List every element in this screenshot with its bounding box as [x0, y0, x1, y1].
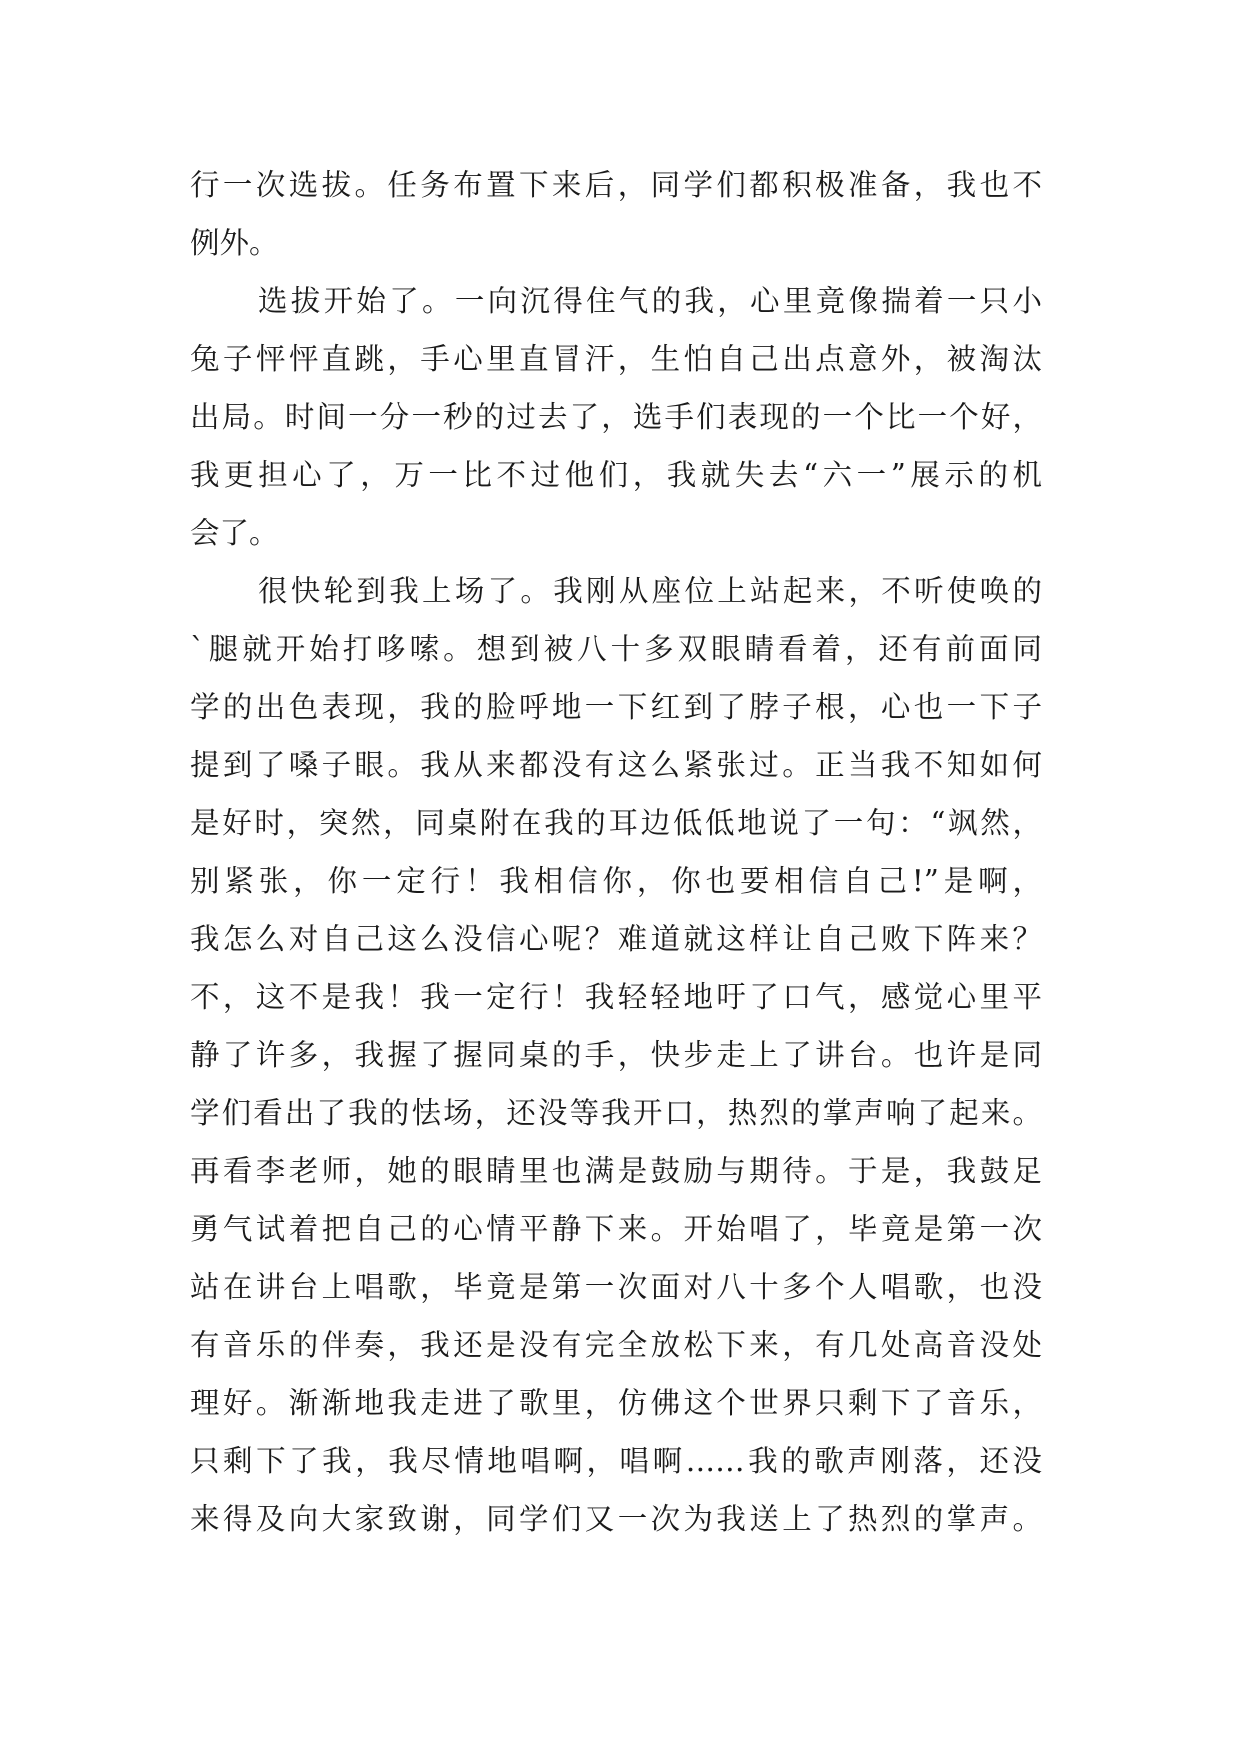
text-line: 别紧张，你一定行！我相信你，你也要相信自己!”是啊，	[190, 864, 1042, 898]
paragraph-first-line: 选拔开始了。一向沉得住气的我，心里竟像揣着一只小	[258, 284, 1042, 318]
text-line: 例外。	[190, 226, 279, 260]
text-line: 再看李老师，她的眼睛里也满是鼓励与期待。于是，我鼓足	[190, 1154, 1042, 1188]
text-line: 是好时，突然，同桌附在我的耳边低低地说了一句：“飒然，	[190, 806, 1042, 840]
text-line: 只剩下了我，我尽情地唱啊，唱啊……我的歌声刚落，还没	[190, 1444, 1042, 1478]
text-line: 会了。	[190, 516, 279, 550]
text-line: 不，这不是我！我一定行！我轻轻地吁了口气，感觉心里平	[190, 980, 1042, 1014]
text-line: 站在讲台上唱歌，毕竟是第一次面对八十多个人唱歌，也没	[190, 1270, 1042, 1304]
text-line: 来得及向大家致谢，同学们又一次为我送上了热烈的掌声。	[190, 1502, 1042, 1536]
paragraph-first-line: 很快轮到我上场了。我刚从座位上站起来，不听使唤的	[258, 574, 1042, 608]
text-line: 静了许多，我握了握同桌的手，快步走上了讲台。也许是同	[190, 1038, 1042, 1072]
text-line: 兔子怦怦直跳，手心里直冒汗，生怕自己出点意外，被淘汰	[190, 342, 1042, 376]
text-line: 提到了嗓子眼。我从来都没有这么紧张过。正当我不知如何	[190, 748, 1042, 782]
text-line: 有音乐的伴奏，我还是没有完全放松下来，有几处高音没处	[190, 1328, 1042, 1362]
text-line: 理好。渐渐地我走进了歌里，仿佛这个世界只剩下了音乐，	[190, 1386, 1042, 1420]
text-line: 行一次选拔。任务布置下来后，同学们都积极准备，我也不	[190, 168, 1042, 202]
text-line: 勇气试着把自己的心情平静下来。开始唱了，毕竟是第一次	[190, 1212, 1042, 1246]
text-line: 我怎么对自己这么没信心呢？难道就这样让自己败下阵来？	[190, 922, 1042, 956]
text-line: 学们看出了我的怯场，还没等我开口，热烈的掌声响了起来。	[190, 1096, 1042, 1130]
text-line: 出局。时间一分一秒的过去了，选手们表现的一个比一个好，	[190, 400, 1042, 434]
text-line: 我更担心了，万一比不过他们，我就失去“六一”展示的机	[190, 458, 1042, 492]
text-line: 学的出色表现，我的脸呼地一下红到了脖子根，心也一下子	[190, 690, 1042, 724]
text-line: `腿就开始打哆嗦。想到被八十多双眼睛看着，还有前面同	[190, 632, 1042, 666]
